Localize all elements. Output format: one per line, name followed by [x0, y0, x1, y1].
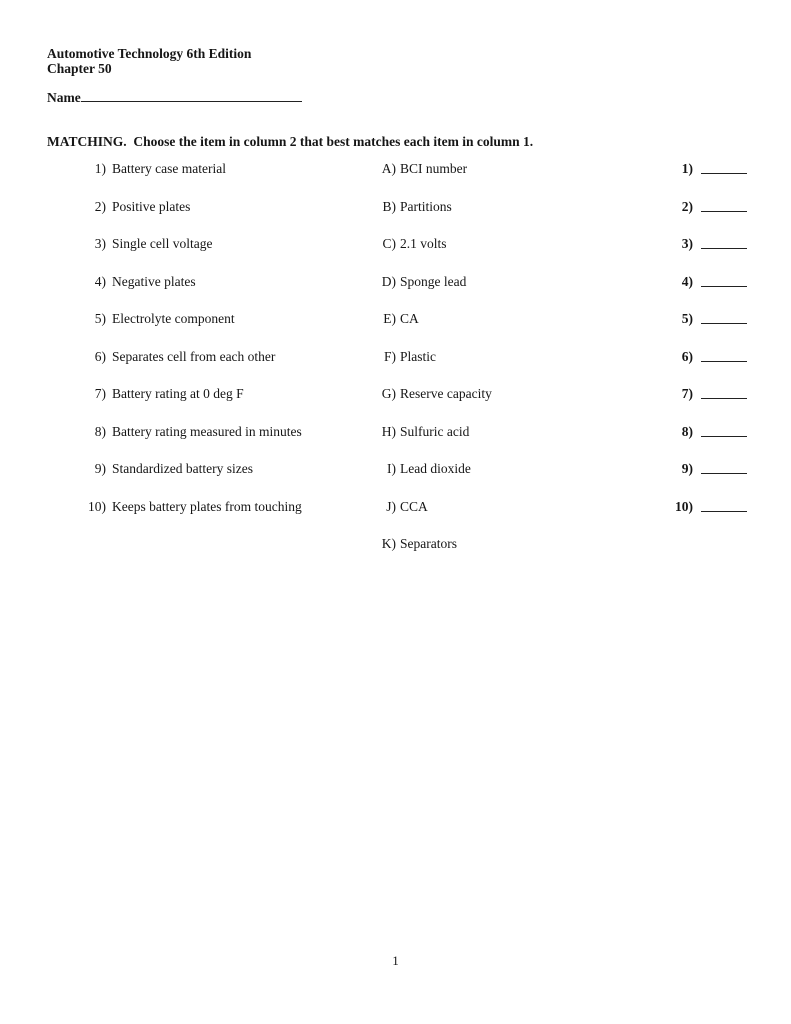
item-text: Electrolyte component: [112, 311, 235, 326]
name-blank-line: [81, 88, 302, 102]
answer-blank-cell: [693, 236, 791, 253]
option-text: Lead dioxide: [400, 461, 471, 476]
answer-number: 3): [681, 236, 693, 251]
answer-number: 6): [681, 348, 693, 364]
name-label: Name: [47, 90, 81, 105]
page-number: 1: [392, 953, 399, 968]
chapter-label: Chapter 50: [47, 60, 112, 76]
match-row: [0, 199, 791, 237]
option-letter: F): [383, 348, 396, 364]
option-letter: G): [381, 386, 396, 401]
item-text: Negative plates: [112, 273, 196, 289]
match-row: [0, 424, 791, 462]
option-text: Sulfuric acid: [400, 423, 470, 439]
answer-blank-cell: [693, 161, 791, 178]
answer-blank-cell: [693, 349, 791, 366]
answer-blank-line: [701, 386, 747, 399]
item-number: 10): [88, 498, 106, 514]
option-text: CA: [400, 311, 419, 326]
option-letter: E): [383, 311, 396, 326]
item-text: Standardized battery sizes: [112, 461, 253, 476]
answer-number: 1): [681, 161, 693, 176]
item-number: 1): [94, 161, 106, 176]
answer-blank-line: [701, 199, 747, 212]
item-number: 6): [94, 348, 106, 364]
option-letter: B): [382, 198, 396, 214]
option-text: BCI number: [400, 161, 468, 176]
answer-number: 4): [681, 273, 693, 289]
answer-blank-line: [701, 274, 747, 287]
item-text: Keeps battery plates from touching: [112, 498, 302, 514]
answer-blank-cell: [693, 274, 791, 291]
item-number: 8): [94, 423, 106, 439]
match-row: [0, 236, 791, 274]
match-row: [0, 499, 791, 537]
item-number: 5): [94, 311, 106, 326]
answer-number: 7): [681, 386, 693, 401]
answer-number: 10): [675, 498, 693, 514]
matching-table: [0, 161, 791, 574]
option-letter: A): [381, 161, 396, 176]
answer-blank-cell: [693, 499, 791, 516]
item-text: Battery rating at 0 deg F: [112, 386, 244, 401]
option-letter: D): [381, 273, 396, 289]
document-title: Automotive Technology 6th Edition: [47, 46, 252, 61]
answer-number: 8): [681, 423, 693, 439]
match-row: [0, 274, 791, 312]
answer-blank-cell: [693, 199, 791, 216]
option-text: 2.1 volts: [400, 236, 447, 251]
answer-blank-line: [701, 161, 747, 174]
document-header: [47, 47, 251, 76]
match-row: [0, 349, 791, 387]
item-text: Battery rating measured in minutes: [112, 423, 302, 439]
match-row: [0, 311, 791, 349]
answer-number: 9): [681, 461, 693, 476]
answer-blank-line: [701, 311, 747, 324]
option-text: Plastic: [400, 348, 436, 364]
item-number: 3): [94, 236, 106, 251]
item-text: Positive plates: [112, 198, 191, 214]
answer-blank-line: [701, 424, 747, 437]
option-text: Reserve capacity: [400, 386, 492, 401]
answer-blank-line: [701, 236, 747, 249]
item-text: Separates cell from each other: [112, 348, 276, 364]
item-number: 7): [94, 386, 106, 401]
match-row: [0, 461, 791, 499]
answer-number: 2): [681, 198, 693, 214]
item-number: 2): [94, 198, 106, 214]
option-text: Separators: [400, 536, 457, 551]
item-number: 4): [94, 273, 106, 289]
option-text: Partitions: [400, 198, 452, 214]
match-row: [0, 161, 791, 199]
option-letter: J): [386, 498, 396, 514]
answer-blank-line: [701, 499, 747, 512]
option-text: Sponge lead: [400, 273, 467, 289]
option-letter: I): [387, 461, 396, 476]
answer-number: 5): [681, 311, 693, 326]
option-letter: H): [381, 423, 396, 439]
answer-blank-cell: [693, 311, 791, 328]
option-letter: K): [381, 536, 396, 551]
answer-blank-cell: [693, 461, 791, 478]
name-row: [47, 88, 302, 106]
answer-blank-cell: [693, 386, 791, 403]
answer-blank-line: [701, 461, 747, 474]
option-text: CCA: [400, 498, 428, 514]
match-row: [0, 386, 791, 424]
item-text: Battery case material: [112, 161, 226, 176]
answer-blank-line: [701, 349, 747, 362]
option-letter: C): [382, 236, 396, 251]
item-number: 9): [94, 461, 106, 476]
item-text: Single cell voltage: [112, 236, 213, 251]
matching-instructions: MATCHING. Choose the item in column 2 that best matches each item in column 1.: [47, 134, 534, 149]
answer-blank-cell: [693, 424, 791, 441]
match-row: [0, 536, 791, 574]
